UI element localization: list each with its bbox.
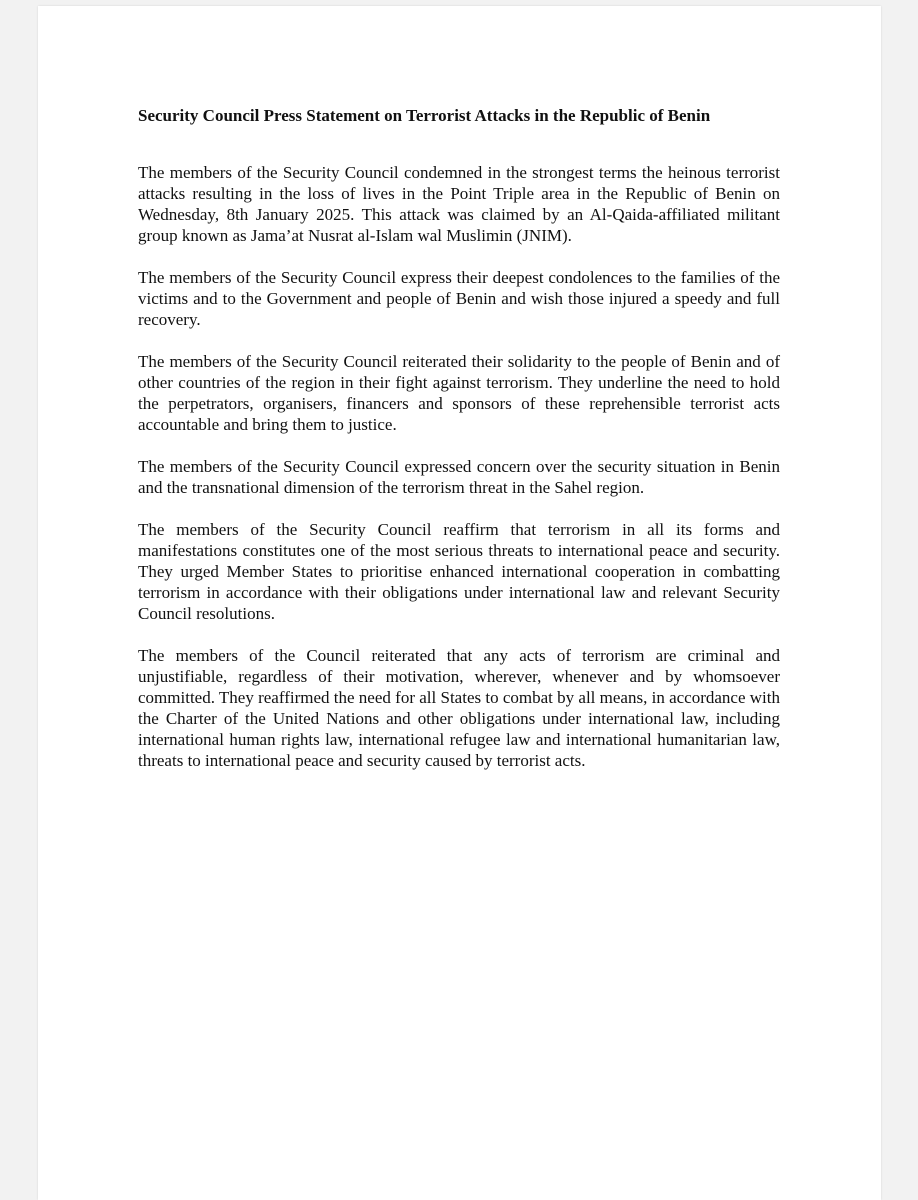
paragraph-condemnation: The members of the Security Council condemned in the strongest terms the heinous terrorist attacks resulting in the loss of lives in the Point Triple area in the Republic of Benin on Wednesday, 8th January 2025. This attack was claimed by an Al-Qaida-affiliated militant group known as Jama’at Nusrat al-Islam wal Muslimin (JNIM).	[138, 163, 780, 245]
paragraph-condolences: The members of the Security Council express their deepest condolences to the families of the victims and to the Government and people of Benin and wish those injured a speedy and full recovery.	[138, 268, 780, 329]
paragraph-solidarity: The members of the Security Council reiterated their solidarity to the people of Benin and of other countries of the region in their fight against terrorism. They underline the need to hold the perpetrators, organisers, financers and sponsors of these reprehensible terrorist acts accountable and bring them to justice.	[138, 352, 780, 434]
document-body	[138, 162, 780, 792]
paragraph-security-concern: The members of the Security Council expressed concern over the security situation in Benin and the transnational dimension of the terrorism threat in the Sahel region.	[138, 457, 780, 497]
paragraph-terrorism-threat: The members of the Security Council reaffirm that terrorism in all its forms and manifestations constitutes one of the most serious threats to international peace and security. They urged Member States to prioritise enhanced international cooperation in combatting terrorism in accordance with their obligations under international law and relevant Security Council resolutions.	[138, 520, 780, 623]
document-page	[38, 6, 881, 1200]
document-title: Security Council Press Statement on Terrorist Attacks in the Republic of Benin	[138, 106, 711, 125]
paragraph-reaffirmation: The members of the Council reiterated that any acts of terrorism are criminal and unjustifiable, regardless of their motivation, wherever, whenever and by whomsoever committed. They reaffirmed the need for all States to combat by all means, in accordance with the Charter of the United Nations and other obligations under international law, including international human rights law, international refugee law and international humanitarian law, threats to international peace and security caused by terrorist acts.	[138, 646, 780, 770]
